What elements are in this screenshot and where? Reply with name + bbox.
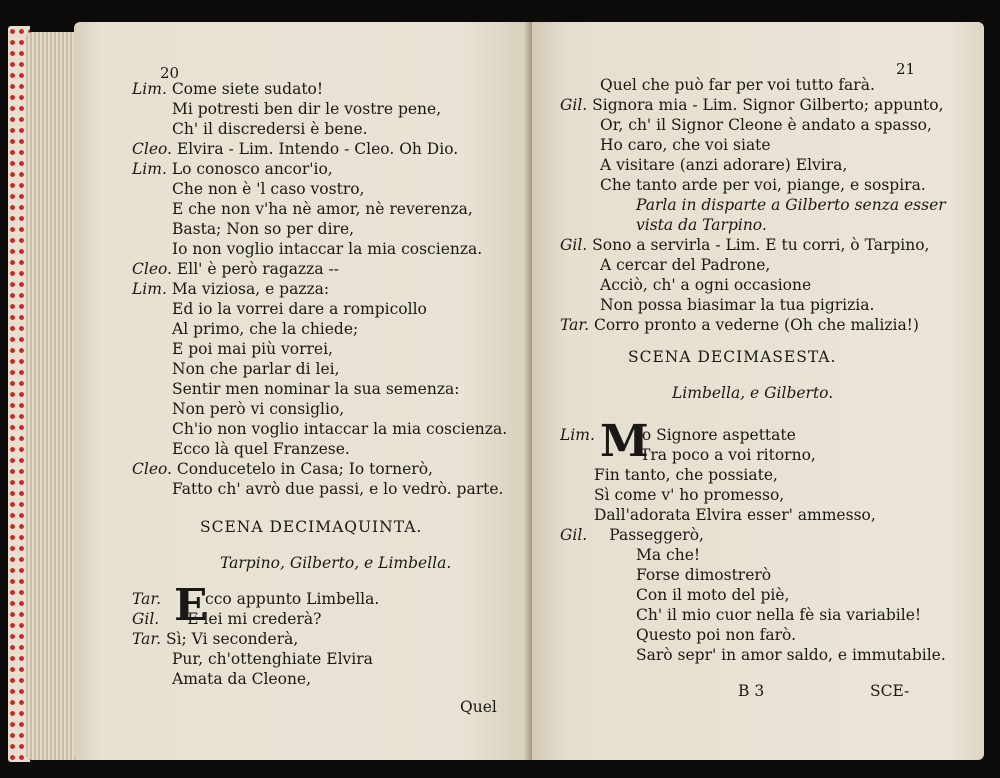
line-text: Signora mia - Lim. Signor Gilberto; appunto, bbox=[592, 96, 944, 114]
speaker: Gil. bbox=[560, 96, 588, 114]
drop-cap: E bbox=[174, 580, 208, 631]
line-text: Tra poco a voi ritorno, bbox=[640, 446, 816, 464]
speaker: Gil. bbox=[560, 236, 588, 254]
text-line bbox=[636, 606, 921, 625]
text-line bbox=[560, 236, 929, 255]
line-text: io Signore aspettate bbox=[636, 426, 796, 444]
line-text: Che tanto arde per voi, piange, e sospira. bbox=[600, 176, 926, 194]
text-line bbox=[172, 400, 344, 419]
text-line bbox=[172, 200, 473, 219]
line-text: Passeggerò, bbox=[609, 526, 704, 544]
line-text: Ma viziosa, e pazza: bbox=[171, 280, 330, 298]
line-text: Sì come v' ho promesso, bbox=[594, 486, 785, 504]
line-text: Io non voglio intaccar la mia coscienza. bbox=[172, 240, 483, 258]
scene-persons: Tarpino, Gilberto, e Limbella. bbox=[220, 554, 452, 572]
text-line bbox=[636, 646, 946, 665]
speaker: Lim. bbox=[132, 160, 167, 178]
text-line bbox=[560, 426, 796, 445]
page-number: 20 bbox=[160, 64, 180, 82]
line-text: Non che parlar di lei, bbox=[172, 360, 340, 378]
text-line bbox=[132, 460, 433, 479]
scene-persons: Limbella, e Gilberto. bbox=[672, 384, 834, 402]
text-line bbox=[132, 610, 321, 629]
text-line bbox=[560, 96, 944, 115]
text-line bbox=[172, 300, 427, 319]
text-line bbox=[172, 100, 441, 119]
text-line bbox=[594, 486, 784, 505]
text-line bbox=[172, 440, 350, 459]
line-text: Pur, ch'ottenghiate Elvira bbox=[172, 650, 373, 668]
speaker: Gil. bbox=[560, 526, 588, 544]
line-text: Dall'adorata Elvira esser' ammesso, bbox=[594, 506, 876, 524]
text-line bbox=[172, 220, 354, 239]
speaker: Lim. bbox=[132, 280, 167, 298]
left-page bbox=[74, 22, 532, 760]
line-text: Conducetelo in Casa; Io tornerò, bbox=[176, 460, 433, 478]
text-line bbox=[600, 116, 932, 135]
speaker: Tar. bbox=[132, 590, 162, 608]
text-line bbox=[172, 380, 459, 399]
line-text: Lo conosco ancor'io, bbox=[171, 160, 333, 178]
speaker: Cleo. bbox=[132, 140, 172, 158]
text-line bbox=[132, 630, 298, 649]
text-line bbox=[600, 156, 847, 175]
line-text: Questo poi non farò. bbox=[636, 626, 797, 644]
line-text: A visitare (anzi adorare) Elvira, bbox=[600, 156, 848, 174]
signature-mark: B 3 bbox=[738, 682, 765, 700]
line-text: E che non v'ha nè amor, nè reverenza, bbox=[172, 200, 473, 218]
text-line bbox=[600, 176, 926, 195]
line-text: A cercar del Padrone, bbox=[600, 256, 771, 274]
line-text: Non possa biasimar la tua pigrizia. bbox=[600, 296, 875, 314]
text-line bbox=[600, 296, 874, 315]
line-text: Come siete sudato! bbox=[171, 80, 324, 98]
line-text: Che non è 'l caso vostro, bbox=[172, 180, 365, 198]
speaker: Cleo. bbox=[132, 260, 172, 278]
text-line bbox=[132, 80, 323, 99]
line-text: Ecco là quel Franzese. bbox=[172, 440, 350, 458]
text-line bbox=[172, 650, 373, 669]
line-text: Sentir men nominar la sua semenza: bbox=[172, 380, 460, 398]
line-text: Sarò sepr' in amor saldo, e immutabile. bbox=[636, 646, 946, 664]
line-text: Ma che! bbox=[636, 546, 701, 564]
line-text: Sì; Vi seconderà, bbox=[165, 630, 299, 648]
line-text: Basta; Non so per dire, bbox=[172, 220, 355, 238]
line-text: Sono a servirla - Lim. E tu corri, ò Tarpino, bbox=[592, 236, 930, 254]
line-text: Forse dimostrerò bbox=[636, 566, 772, 584]
line-text: Ch' il discredersi è bene. bbox=[172, 120, 368, 138]
line-text: E lei mi crederà? bbox=[187, 610, 322, 628]
text-line bbox=[132, 590, 379, 609]
stage-direction: vista da Tarpino. bbox=[636, 216, 767, 234]
text-line bbox=[600, 276, 811, 295]
text-line bbox=[636, 546, 700, 565]
text-line bbox=[172, 320, 358, 339]
line-text: Mi potresti ben dir le vostre pene, bbox=[172, 100, 442, 118]
line-text: Ch'io non voglio intaccar la mia coscienza. bbox=[172, 420, 508, 438]
line-text: Acciò, ch' a ogni occasione bbox=[600, 276, 812, 294]
line-text: Ch' il mio cuor nella fè sia variabile! bbox=[636, 606, 922, 624]
line-text: Corro pronto a vederne (Oh che malizia!) bbox=[593, 316, 919, 334]
text-line bbox=[132, 280, 329, 299]
drop-cap: M bbox=[600, 416, 649, 467]
text-line bbox=[172, 240, 482, 259]
line-text: Al primo, che la chiede; bbox=[172, 320, 359, 338]
line-text: Ell' è però ragazza -- bbox=[176, 260, 339, 278]
text-line bbox=[560, 316, 919, 335]
line-text: Quel che può far per voi tutto farà. bbox=[600, 76, 875, 94]
text-line bbox=[132, 140, 458, 159]
text-line bbox=[560, 526, 704, 545]
text-line bbox=[600, 136, 771, 155]
text-line bbox=[172, 670, 311, 689]
scene-title: SCENA DECIMASESTA. bbox=[628, 348, 837, 366]
line-text: Con il moto del piè, bbox=[636, 586, 790, 604]
text-line bbox=[640, 446, 816, 465]
text-line bbox=[636, 586, 789, 605]
speaker: Tar. bbox=[560, 316, 590, 334]
speaker: Lim. bbox=[132, 80, 167, 98]
text-line bbox=[172, 480, 503, 499]
text-line bbox=[600, 256, 770, 275]
text-line bbox=[594, 466, 778, 485]
line-text: E poi mai più vorrei, bbox=[172, 340, 333, 358]
line-text: Ho caro, che voi siate bbox=[600, 136, 771, 154]
catchword: SCE- bbox=[870, 682, 910, 700]
speaker: Lim. bbox=[560, 426, 595, 444]
right-page bbox=[532, 22, 984, 760]
text-line bbox=[172, 120, 368, 139]
text-line bbox=[636, 626, 796, 645]
catchword: Quel bbox=[460, 698, 497, 716]
line-text: Amata da Cleone, bbox=[172, 670, 312, 688]
line-text: Fatto ch' avrò due passi, e lo vedrò. parte. bbox=[172, 480, 504, 498]
text-line bbox=[132, 160, 333, 179]
text-line bbox=[172, 340, 333, 359]
line-text: Non però vi consiglio, bbox=[172, 400, 345, 418]
page-number: 21 bbox=[896, 60, 916, 78]
speaker: Tar. bbox=[132, 630, 162, 648]
text-line bbox=[132, 260, 339, 279]
line-text: Elvira - Lim. Intendo - Cleo. Oh Dio. bbox=[176, 140, 459, 158]
line-text: Ed io la vorrei dare a rompicollo bbox=[172, 300, 427, 318]
text-line bbox=[172, 360, 340, 379]
text-line bbox=[636, 566, 771, 585]
open-book bbox=[8, 22, 988, 764]
text-line bbox=[600, 76, 875, 95]
scene-title: SCENA DECIMAQUINTA. bbox=[200, 518, 423, 536]
speaker: Gil. bbox=[132, 610, 160, 628]
line-text: Fin tanto, che possiate, bbox=[594, 466, 778, 484]
text-line bbox=[172, 420, 507, 439]
speaker: Cleo. bbox=[132, 460, 172, 478]
stage-direction: Parla in disparte a Gilberto senza esser bbox=[636, 196, 946, 214]
text-line bbox=[172, 180, 365, 199]
text-line bbox=[594, 506, 876, 525]
line-text: cco appunto Limbella. bbox=[205, 590, 380, 608]
line-text: Or, ch' il Signor Cleone è andato a spasso, bbox=[600, 116, 932, 134]
